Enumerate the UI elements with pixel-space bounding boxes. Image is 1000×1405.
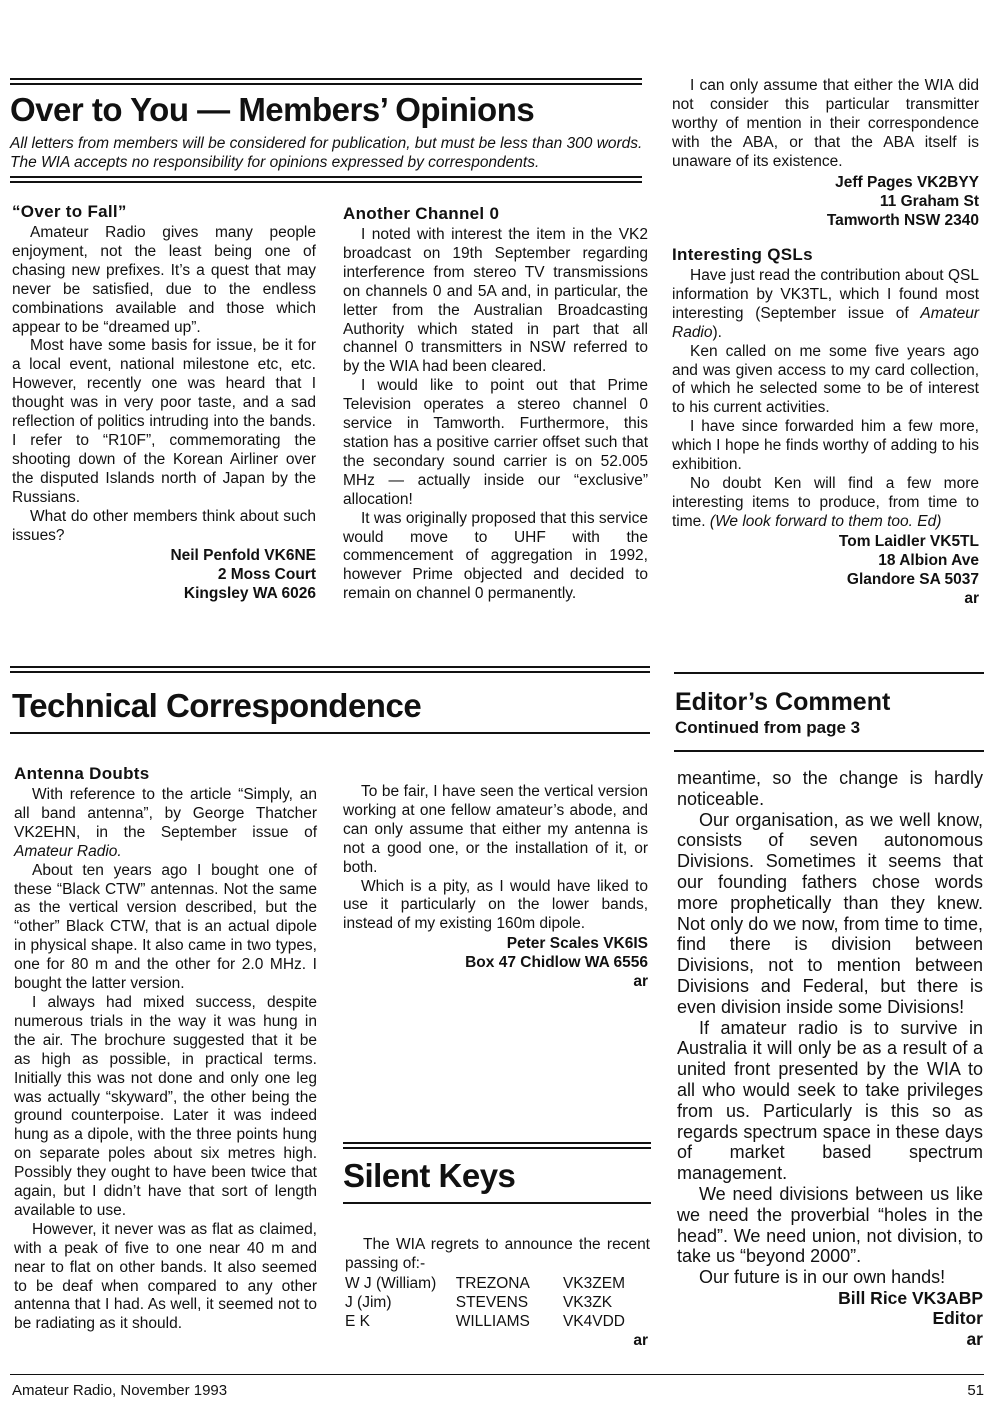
signature-address: 11 Graham St bbox=[879, 192, 979, 210]
letter-over-to-fall bbox=[12, 202, 316, 603]
paragraph: Amateur Radio gives many people enjoyment, not the least being one of chasing new prefixes. It’s a quest that may never be satisfied, due to the endless combinations available and those which appear to be “dreamed up”. bbox=[12, 224, 316, 336]
paragraph: About ten years ago I bought one of these “Black CTW” antennas. Not the same as the vertical version described, but the “other” Black CTW, that is an actual dipole in physical shape. It also came in two types, one for 80 m and the other for 2.0 MHz. I bought the latter version. bbox=[14, 861, 317, 993]
signature-name: Neil Penfold VK6NE bbox=[170, 547, 316, 565]
page-number: 51 bbox=[967, 1382, 984, 1399]
article-antenna-doubts-cont bbox=[343, 783, 648, 991]
letter-continuation bbox=[672, 77, 979, 230]
editors-top-rule bbox=[674, 672, 984, 674]
signature-name: Bill Rice VK3ABP bbox=[838, 1287, 983, 1308]
section-title-over-to-you: Over to You — Members’ Opinions bbox=[10, 91, 535, 128]
paragraph: No doubt Ken will find a few more interesting items to produce, from time to time. (We look forward to them too. Ed) bbox=[672, 474, 979, 530]
footer-rule bbox=[10, 1374, 984, 1375]
letter-another-channel-0 bbox=[343, 204, 648, 604]
paragraph: It was originally proposed that this service would move to UHF with the commencement of aggregation in 1992, however Prime objected and decided to remain on channel 0 permanently. bbox=[343, 509, 648, 603]
paragraph: To be fair, I have seen the vertical version working at one fellow amateur’s abode, and can only assume that either my antenna is not a good one, or the installation of it, or both. bbox=[343, 783, 648, 876]
signature-address: Tamworth NSW 2340 bbox=[826, 211, 979, 229]
technical-underline bbox=[10, 732, 650, 734]
section-intro: All letters from members will be considered for publication, but must be less than 300 words. The WIA accepts no responsibility for opinions expressed by correspondents. bbox=[10, 135, 643, 171]
signature-address: Glandore SA 5037 bbox=[846, 570, 979, 588]
signature-address: 18 Albion Ave bbox=[878, 551, 979, 569]
letter-heading: “Over to Fall” bbox=[12, 202, 127, 221]
paragraph: We need divisions between us like we need the proverbial “holes in the head”. We need union, not division, to take us “beyond 2000”. bbox=[677, 1183, 983, 1267]
end-mark: ar bbox=[633, 973, 648, 991]
paragraph: Most have some basis for issue, be it for a local event, national milestone etc, etc. However, recently one was heard that I thought was in very poor taste, and a sad reflection of politics intruding into the bands. I refer to “R10F”, commemorating the shooting down of the Korean Airliner over the disputed Islands north of Japan by the Russians. bbox=[12, 337, 316, 506]
paragraph: Which is a pity, as I would have liked to use it particularly on the lower bands, instead of my existing 160m dipole. bbox=[343, 877, 648, 933]
signature-address: Kingsley WA 6026 bbox=[183, 585, 316, 603]
table-row: J (Jim) STEVENS VK3ZK bbox=[345, 1293, 613, 1311]
signature-name: Peter Scales VK6IS bbox=[506, 935, 648, 953]
paragraph: I always had mixed success, despite numerous trials in the way it was hung in the air. The brochure suggested that it be as high as possible, in practical terms. Initially this was not done and only one leg was actually “skyward”, the other being the ground counterpoise. Later it was indeed hung as a dipole, with the three points hung on separate poles about six metres high. Possibly they ought to have been twice that again, but I didn’t have that sort of length available to use. bbox=[14, 993, 317, 1219]
section-title-technical: Technical Correspondence bbox=[12, 687, 422, 724]
table-row: W J (William) TREZONA VK3ZEM bbox=[345, 1274, 625, 1292]
paragraph: What do other members think about such issues? bbox=[12, 507, 316, 544]
end-mark: ar bbox=[966, 1328, 983, 1349]
table-row: E K WILLIAMS VK4VDD bbox=[345, 1312, 625, 1330]
signature-name: Tom Laidler VK5TL bbox=[838, 532, 979, 550]
paragraph: Have just read the contribution about QSL information by VK3TL, which I found most interesting (September issue of Amateur Radio). bbox=[672, 267, 979, 341]
editors-comment-body bbox=[677, 768, 983, 1349]
silent-keys-underline bbox=[343, 1202, 651, 1204]
paragraph: meantime, so the change is hardly noticeable. bbox=[677, 768, 983, 809]
paragraph: I would like to point out that Prime Television operates a stereo channel 0 service in Tamworth. Furthermore, this station has a positive carrier offset such that the secondary sound carrier is on 52.005 MHz — actually inside our “exclusive” allocation! bbox=[343, 377, 648, 508]
footer-publication: Amateur Radio, November 1993 bbox=[12, 1382, 228, 1399]
silent-keys-table bbox=[345, 1274, 625, 1331]
paragraph: Ken called on me some five years ago and was given access to my card collection, of which he selected some to be of interest to his current activities. bbox=[672, 342, 979, 417]
silent-keys-rule bbox=[343, 1142, 651, 1149]
technical-rule bbox=[10, 666, 650, 673]
letter-interesting-qsls bbox=[672, 245, 979, 608]
editors-underline bbox=[674, 750, 984, 752]
article-heading: Antenna Doubts bbox=[14, 764, 150, 783]
paragraph: The WIA regrets to announce the recent passing of:- bbox=[345, 1236, 650, 1272]
silent-keys-content bbox=[345, 1236, 650, 1350]
signature-address: 2 Moss Court bbox=[217, 566, 316, 584]
letter-heading: Another Channel 0 bbox=[343, 204, 500, 223]
paragraph: I have since forwarded him a few more, which I hope he finds worthy of adding to his exhibition. bbox=[672, 418, 979, 474]
signature-name: Jeff Pages VK2BYY bbox=[835, 173, 979, 191]
signature-title: Editor bbox=[932, 1308, 983, 1329]
paragraph: If amateur radio is to survive in Australia it will only be as a result of a united front presented by the WIA to all who would seek to take privileges from us. Particularly is this so as regards spectrum space in these days of market based spectrum management. bbox=[677, 1017, 983, 1184]
letter-heading: Interesting QSLs bbox=[672, 245, 813, 264]
intro-rule bbox=[10, 176, 642, 183]
editors-subtitle: Continued from page 3 bbox=[675, 718, 861, 737]
top-rule-left bbox=[10, 78, 642, 85]
section-title-silent-keys: Silent Keys bbox=[343, 1157, 516, 1194]
paragraph: With reference to the article “Simply, an all band antenna”, by George Thatcher VK2EHN, in the September issue of Amateur Radio. bbox=[14, 786, 317, 860]
paragraph: Our organisation, as we well know, consists of seven autonomous Divisions. Sometimes it seems that our founding fathers chose words more prophetically than they knew. Not only do we now, from time to time, find there is division between Divisions, not to mention between Divisions and Federal, but there is even division inside some Divisions! bbox=[677, 809, 983, 1017]
end-mark: ar bbox=[633, 1331, 648, 1349]
signature-address: Box 47 Chidlow WA 6556 bbox=[465, 954, 648, 972]
article-antenna-doubts bbox=[14, 764, 317, 1334]
section-title-editors-comment: Editor’s Comment bbox=[675, 688, 891, 716]
paragraph: Our future is in our own hands! bbox=[699, 1267, 946, 1288]
paragraph: However, it never was as flat as claimed, with a peak of five to one near 40 m and near to flat on other bands. It also seemed to be deaf when compared to any other antenna that I had. As well, it seemed not to be radiating as it should. bbox=[14, 1220, 317, 1333]
paragraph: I noted with interest the item in the VK2 broadcast on 19th September regarding interference from stereo TV transmissions on channels 0 and 5A and, in particular, the letter from the Australian Broadcasting Authority which stated in part that all channel 0 transmitters in NSW referred to by the WIA had been cleared. bbox=[343, 226, 648, 376]
end-mark: ar bbox=[964, 589, 979, 607]
paragraph: I can only assume that either the WIA did not consider this particular transmitter worthy of mention in their correspondence with the ABA, or that the ABA itself is unaware of its existence. bbox=[672, 77, 979, 170]
